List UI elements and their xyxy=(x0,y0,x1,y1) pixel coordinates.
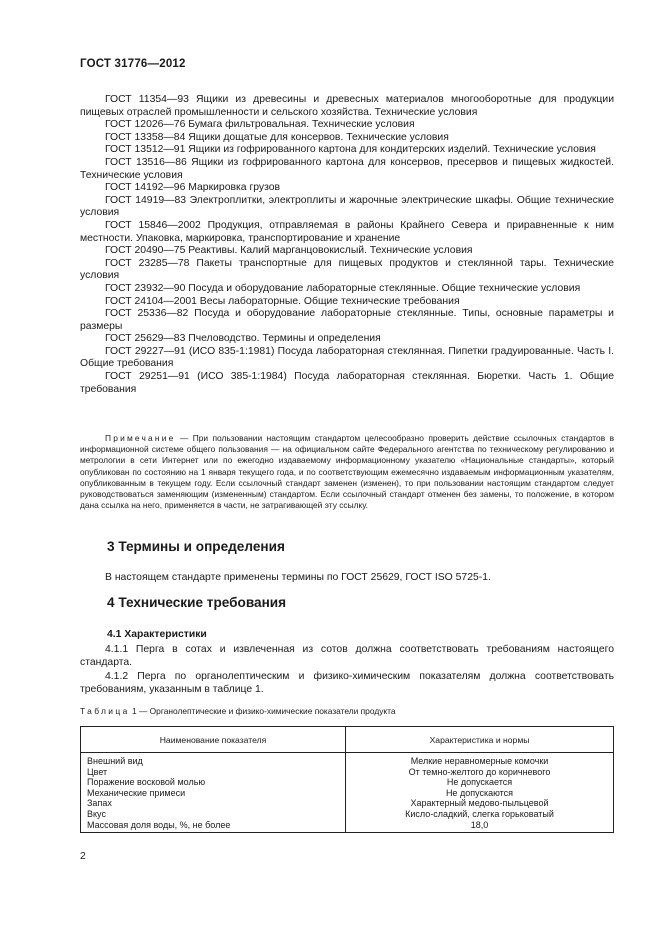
paragraph-4-1-2: 4.1.2 Перга по органолептическим и физико-химическим показателям должна соответствовать требованиям, указанным в таблице 1. xyxy=(80,671,614,695)
reference-item: ГОСТ 13512—91 Ящики из гофрированного картона для кондитерских изделий. Технические условия xyxy=(105,144,596,156)
reference-item: ГОСТ 23932—90 Посуда и оборудование лабораторные стеклянные. Общие технические условия xyxy=(105,282,581,294)
note-label: Примечание xyxy=(105,433,176,443)
norm-cell: Не допускаются xyxy=(346,788,614,799)
table-header-row xyxy=(81,727,614,753)
reference-item: ГОСТ 29227—91 (ИСО 835-1:1981) Посуда лабораторная стеклянная. Пипетки градуированные. Часть I. Общие требования xyxy=(80,345,614,370)
norm-cell: От темно-желтого до коричневого xyxy=(346,767,614,778)
reference-item: ГОСТ 29251—91 (ИСО 385-1:1984) Посуда лабораторная стеклянная. Бюретки. Часть 1. Общие требования xyxy=(80,371,614,395)
indicator-cell: Запах xyxy=(81,798,346,809)
reference-item: ГОСТ 11354—93 Ящики из древесины и древесных материалов многооборотные для продукции пищевых отраслей промышленности и сельского хозяйства. Технические условия xyxy=(80,94,614,118)
indicator-cell: Массовая доля воды, %, не более xyxy=(81,820,346,833)
document-header: ГОСТ 31776—2012 xyxy=(80,58,186,70)
indicator-cell: Цвет xyxy=(81,767,346,778)
reference-item: ГОСТ 20490—75 Реактивы. Калий марганцовокислый. Технические условия xyxy=(105,245,473,257)
reference-item: ГОСТ 25629—83 Пчеловодство. Термины и определения xyxy=(105,333,381,345)
reference-item: ГОСТ 14192—96 Маркировка грузов xyxy=(105,182,281,194)
table-row xyxy=(81,753,614,767)
table-row xyxy=(81,788,614,799)
norm-cell: Мелкие неравномерные комочки xyxy=(346,753,614,767)
section-3-text: В настоящем стандарте применены термины по ГОСТ 25629, ГОСТ ISO 5725-1. xyxy=(105,572,491,583)
column-header-norms: Характеристика и нормы xyxy=(346,727,614,753)
section-4-title: 4 Технические требования xyxy=(107,595,287,610)
table-row xyxy=(81,777,614,788)
indicator-cell: Внешний вид xyxy=(81,753,346,767)
reference-item: ГОСТ 15846—2002 Продукция, отправляемая в районы Крайнего Севера и приравненные к ним местности. Упаковка, маркировка, транспортирование и хранение xyxy=(80,219,614,244)
note-text: — При пользовании настоящим стандартом целесообразно проверить действие ссылочных стандартов в информационной системе общего пользования — на официальном сайте Федерального агентства по техническому регулированию и метрологии в сети Интернет или по ежегодно издаваемому информационному указателю «Национальные стандарты», который опубликован по состоянию на 1 января текущего года, и по соответствующим ежемесячно издаваемым информационным указателям, опубликованным в текущем году. Если ссылочный стандарт заменен (изменен), то при пользовании настоящим стандартом следует руководствоваться заменяющим (измененным) стандартом. Если ссылочный стандарт отменен без замены, то положение, в котором дана ссылка на него, применяется в части, не затрагивающей эту ссылку. xyxy=(80,433,615,511)
norm-cell: Не допускается xyxy=(346,777,614,788)
reference-item: ГОСТ 14919—83 Электроплитки, электроплиты и жарочные электрические шкафы. Общие технические условия xyxy=(80,194,614,219)
reference-item: ГОСТ 25336—82 Посуда и оборудование лабораторные стеклянные. Типы, основные параметры и размеры xyxy=(80,308,614,332)
table-caption-text: 1 — Органолептические и физико-химические показатели продукта xyxy=(131,706,396,716)
table-row xyxy=(81,798,614,809)
page-number: 2 xyxy=(80,851,86,862)
indicator-cell: Вкус xyxy=(81,809,346,820)
indicator-cell: Механические примеси xyxy=(81,788,346,799)
section-3-title: 3 Термины и определения xyxy=(107,539,285,554)
reference-item: ГОСТ 24104—2001 Весы лабораторные. Общие технические требования xyxy=(105,295,460,307)
reference-item: ГОСТ 13516—86 Ящики из гофрированного картона для консервов, пресервов и пищевых жидкостей. Технические условия xyxy=(80,156,614,181)
column-header-indicator: Наименование показателя xyxy=(81,727,346,753)
table-caption-label: Таблица xyxy=(80,706,130,716)
table-row xyxy=(81,820,614,833)
properties-table xyxy=(80,726,614,833)
indicator-cell: Поражение восковой молью xyxy=(81,777,346,788)
subsection-4-1-title: 4.1 Характеристики xyxy=(107,629,207,640)
reference-item: ГОСТ 12026—76 Бумага фильтровальная. Технические условия xyxy=(105,119,415,131)
table-row xyxy=(81,767,614,778)
reference-item: ГОСТ 13358—84 Ящики дощатые для консервов. Технические условия xyxy=(105,131,449,143)
table-row xyxy=(81,809,614,820)
paragraph-4-1-1: 4.1.1 Перга в сотах и извлеченная из сотов должна соответствовать требованиям настоящего стандарта. xyxy=(80,644,614,668)
norm-cell: Кисло-сладкий, слегка горьковатый xyxy=(346,809,614,820)
normative-references-list xyxy=(80,94,614,396)
note-paragraph xyxy=(80,433,614,511)
table-caption xyxy=(80,706,396,716)
norm-cell: Характерный медово-пыльцевой xyxy=(346,798,614,809)
norm-cell: 18,0 xyxy=(346,820,614,833)
reference-item: ГОСТ 23285—78 Пакеты транспортные для пищевых продуктов и стеклянной тары. Технические условия xyxy=(80,257,614,282)
